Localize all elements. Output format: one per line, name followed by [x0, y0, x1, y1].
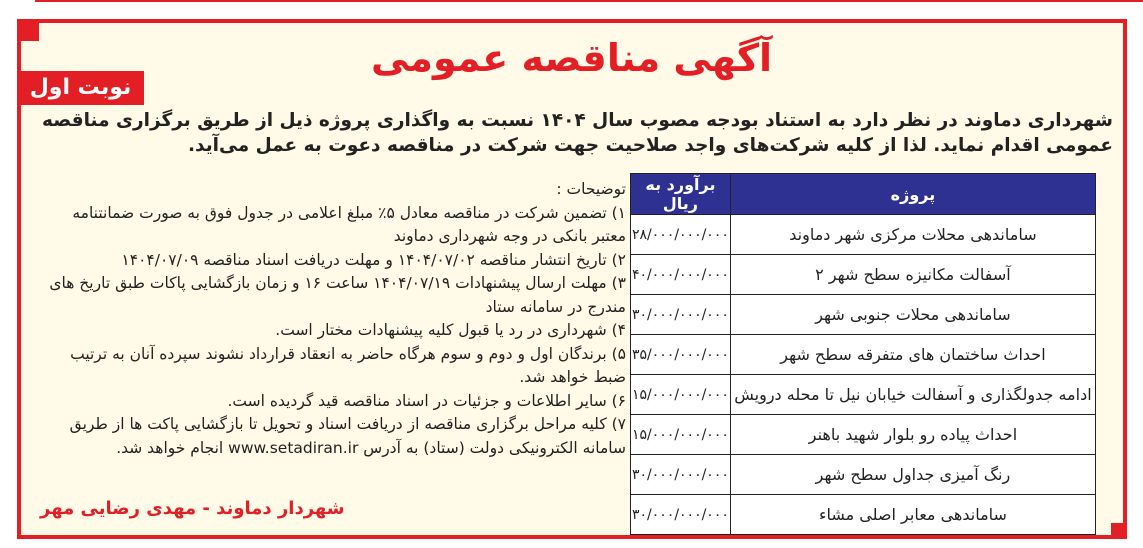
note-item: ۶) سایر اطلاعات و جزئیات در اسناد مناقصه قید گردیده است. [227, 391, 626, 410]
project-cell: ساماندهی محلات جنوبی شهر [730, 295, 1095, 335]
note-item: ۲) تاریخ انتشار مناقصه ۱۴۰۴/۰۷/۰۲ و مهلت دریافت اسناد مناقصه ۱۴۰۴/۰۷/۰۹ [121, 250, 626, 269]
table-row [631, 255, 1096, 295]
project-cell: آسفالت مکانیزه سطح شهر ۲ [730, 255, 1095, 295]
project-cell: رنگ آمیزی جداول سطح شهر [730, 455, 1095, 495]
top-divider [35, 0, 1143, 2]
amount-cell: ۱۵/۰۰۰/۰۰۰/۰۰۰ [631, 415, 731, 455]
amount-cell: ۳۰/۰۰۰/۰۰۰/۰۰۰ [631, 495, 731, 535]
project-cell: ساماندهی محلات مرکزی شهر دماوند [730, 215, 1095, 255]
amount-cell: ۳۵/۰۰۰/۰۰۰/۰۰۰ [631, 335, 731, 375]
table-row [631, 415, 1096, 455]
corner-ornament [1111, 523, 1127, 539]
note-item: ۱) تضمین شرکت در مناقصه معادل ۵٪ مبلغ اعلامی در جدول فوق به صورت ضمانتنامه معتبر بانکی در وجه شهرداری دماوند [72, 203, 626, 245]
notes-section [38, 178, 626, 460]
notes-heading: توضیحات : [556, 180, 626, 198]
amount-cell: ۳۰/۰۰۰/۰۰۰/۰۰۰ [631, 455, 731, 495]
table-row [631, 335, 1096, 375]
note-item: ۷) کلیه مراحل برگزاری مناقصه از دریافت اسناد و تحویل تا بازگشایی پاکت ها از طریق سامانه الکترونیکی دولت (ستاد) به آدرس www.setadiran.ir انجام خواهد شد. [69, 415, 626, 457]
project-cell: ساماندهی معابر اصلی مشاء [730, 495, 1095, 535]
amount-cell: ۲۸/۰۰۰/۰۰۰/۰۰۰ [631, 215, 731, 255]
project-cell: ادامه جدولگذاری و آسفالت خیابان نیل تا محله درویش [730, 375, 1095, 415]
project-cell: احداث پیاده رو بلوار شهید باهنر [730, 415, 1095, 455]
amount-cell: ۳۰/۰۰۰/۰۰۰/۰۰۰ [631, 295, 731, 335]
amount-cell: ۴۰/۰۰۰/۰۰۰/۰۰۰ [631, 255, 731, 295]
header-amount: برآورد به ریال [631, 174, 731, 215]
project-cell: احداث ساختمان های متفرقه سطح شهر [730, 335, 1095, 375]
note-item: ۳) مهلت ارسال پیشنهادات ۱۴۰۴/۰۷/۱۹ ساعت ۱۶ و زمان بازگشایی پاکات طبق تاریخ های مندرج در سامانه ستاد [49, 274, 626, 316]
projects-table [630, 173, 1096, 535]
note-item: ۴) شهرداری در رد یا قبول کلیه پیشنهادات مختار است. [275, 321, 626, 339]
table-row [631, 455, 1096, 495]
table-row [631, 495, 1096, 535]
note-item: ۵) برندگان اول و دوم و سوم هرگاه حاضر به انعقاد قرارداد نشوند سپرده آنان به ترتیب ضبط خواهد شد. [70, 344, 626, 386]
table-row [631, 295, 1096, 335]
signature: شهردار دماوند - مهدی رضایی مهر [40, 498, 345, 519]
table-row [631, 375, 1096, 415]
table-header [631, 174, 1096, 215]
notice-title: آگهی مناقصه عمومی [370, 36, 773, 80]
table-row [631, 215, 1096, 255]
edition-badge: نوبت اول [17, 71, 144, 105]
intro-text: شهرداری دماوند در نظر دارد به استناد بودجه مصوب سال ۱۴۰۴ نسبت به واگذاری پروژه ذیل از طریق برگزاری مناقصه عمومی اقدام نماید. لذا از کلیه شرکت‌های واجد صلاحیت جهت شرکت در مناقصه دعوت به عمل می‌آید. [42, 110, 1113, 156]
header-project: پروژه [730, 174, 1095, 215]
amount-cell: ۱۵/۰۰۰/۰۰۰/۰۰۰ [631, 375, 731, 415]
